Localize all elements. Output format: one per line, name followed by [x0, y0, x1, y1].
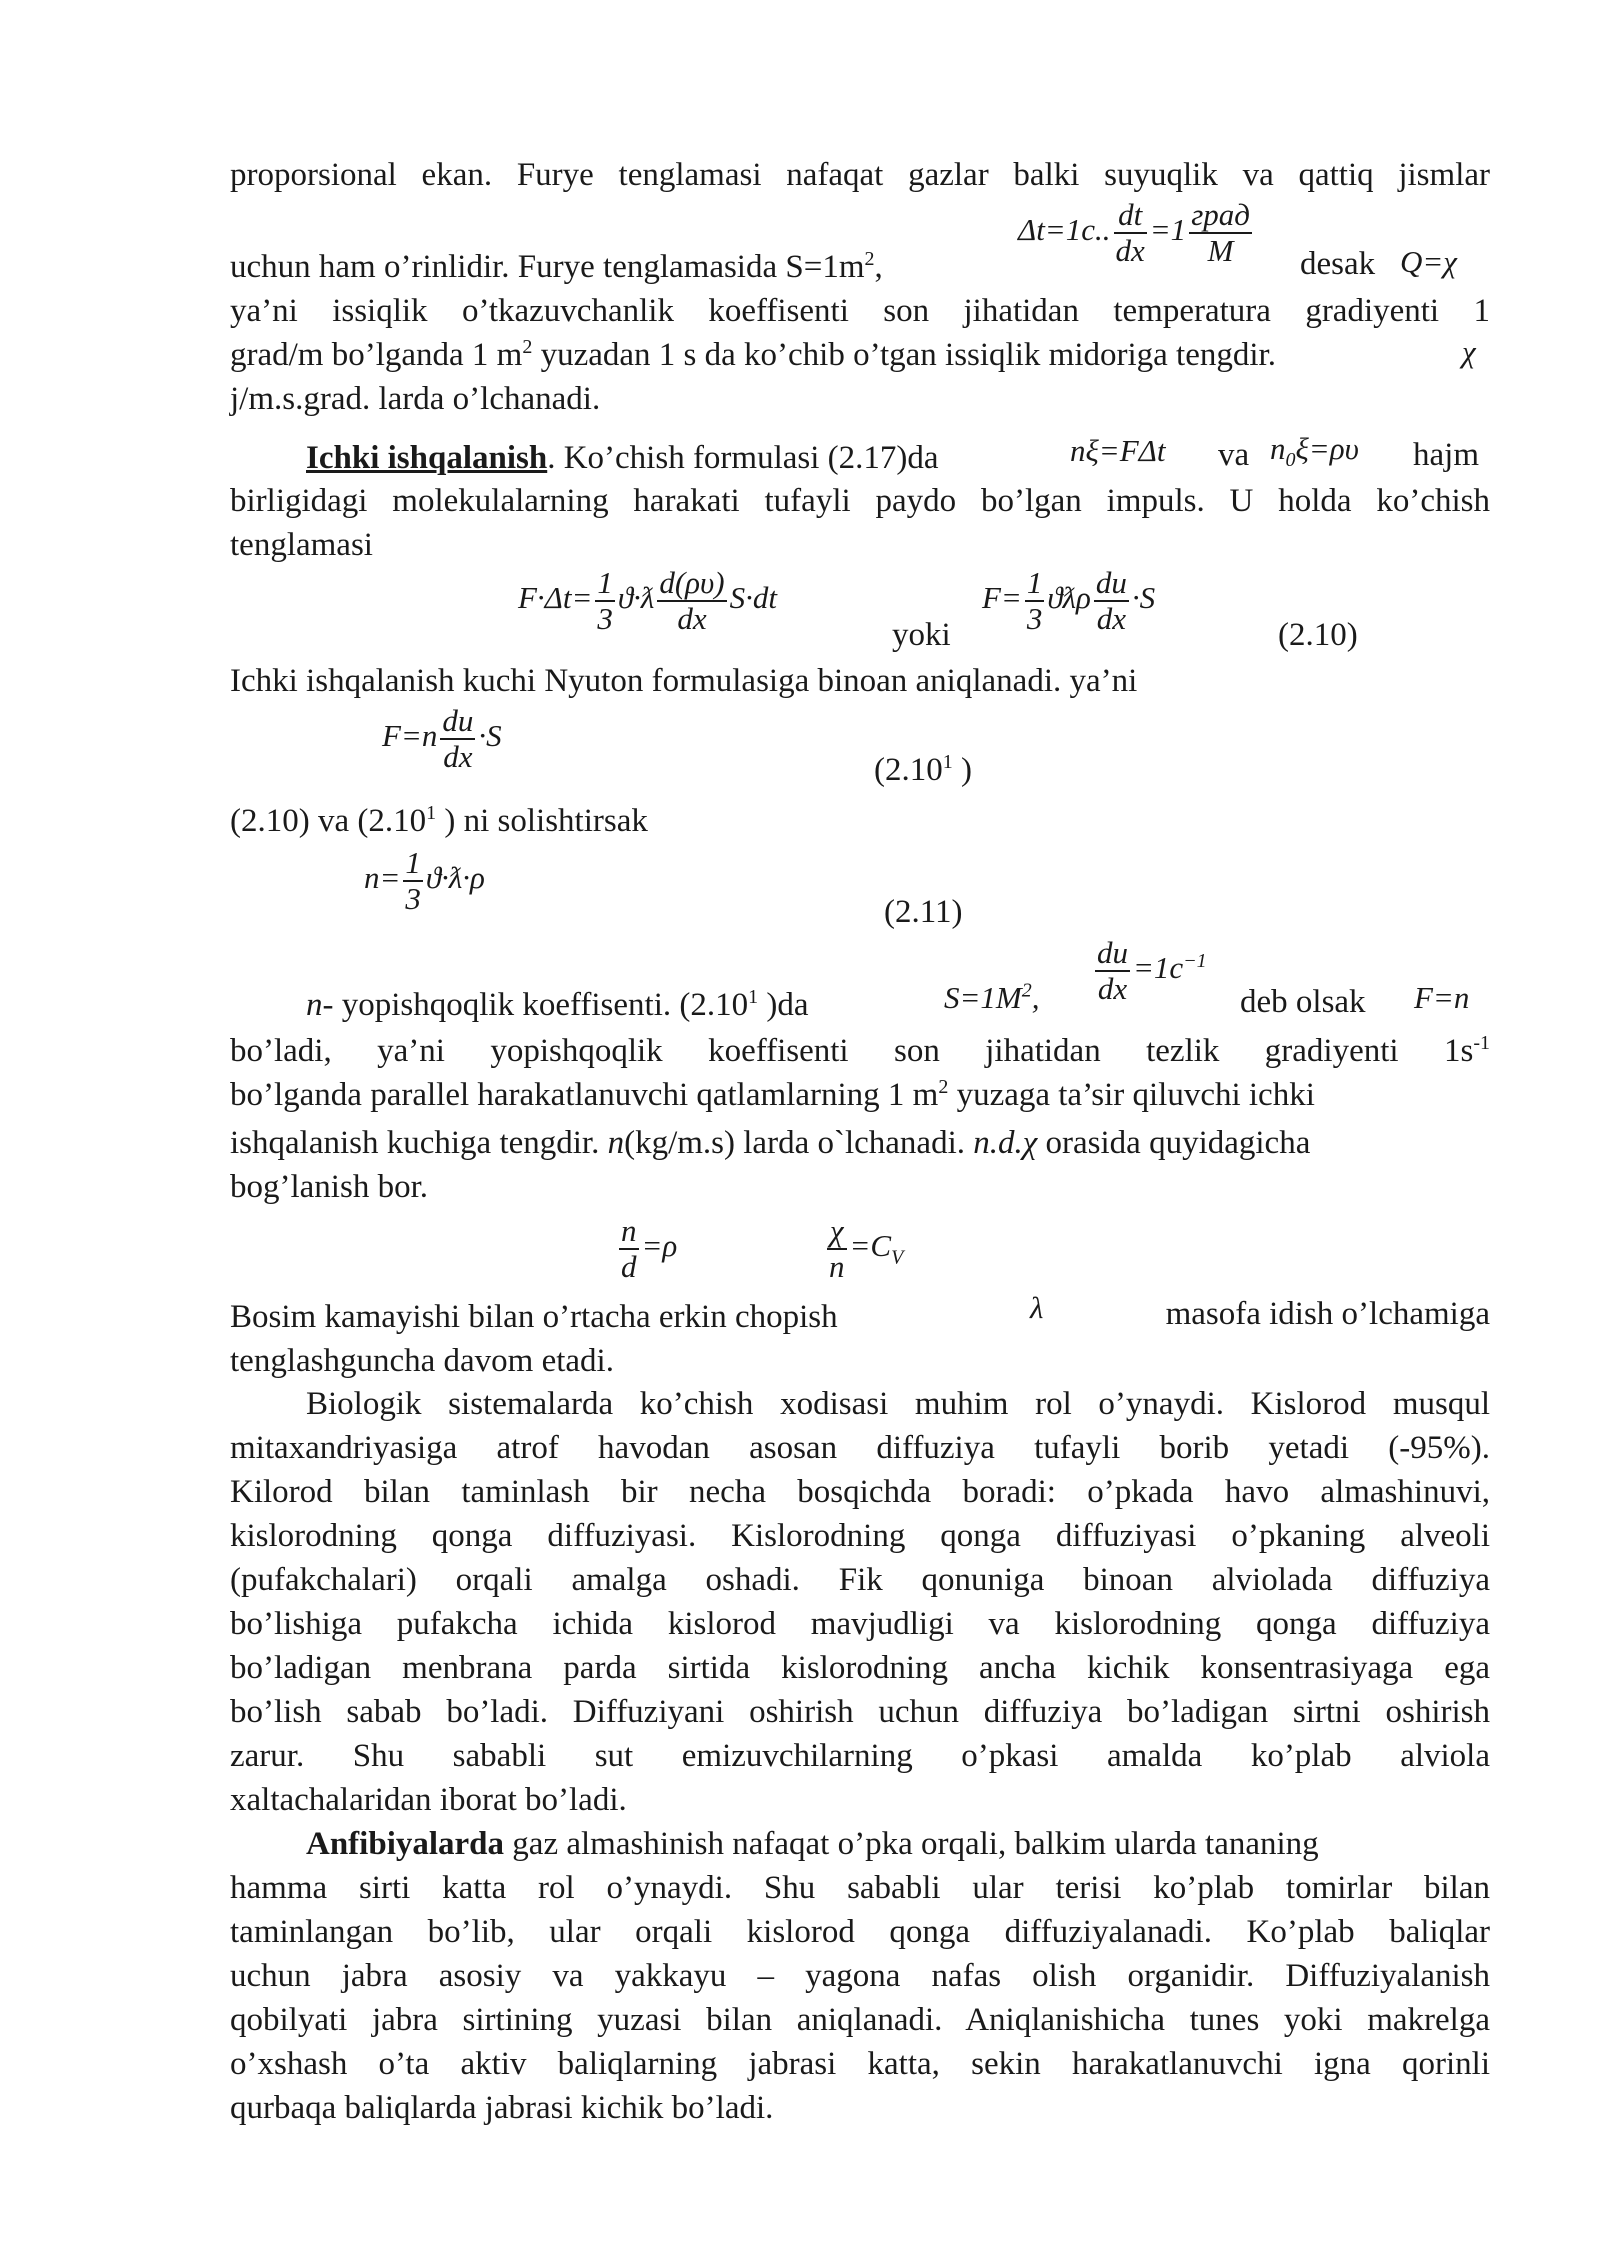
text-line: zarur. Shu sababli sut emizuvchilarning o’pkasi amalda ko’plab alviola	[230, 1738, 1490, 1774]
gradient-formula: Δt=1c.. $\frac{dt}{dx}$ =1 $\frac{\text{град}}{M}$	[1018, 197, 1250, 268]
text-line: bog’lanish bor.	[230, 1169, 428, 1205]
text-line: mitaxandriyasiga atrof havodan asosan diffuziya tufayli borib yetadi (-95%).	[230, 1430, 1490, 1466]
formula-du-dx: $\frac{du}{dx}$ $=1c^{-1}$	[1097, 935, 1207, 1006]
text-line: Bosim kamayishi bilan o’rtacha erkin chopish	[230, 1299, 838, 1335]
text-line: Kilorod bilan taminlash bir necha bosqichda boradi: o’pkada havo almashinuvi,	[230, 1474, 1490, 1510]
section-heading: Ichki ishqalanish	[306, 440, 548, 476]
equation-number: (2.10$^1$ )	[874, 751, 972, 788]
formula-chi-over-n: $\frac{\chi}{n}$ $=C_V$	[829, 1213, 904, 1284]
text-line: proporsional ekan. Furye tenglamasi nafaqat gazlar balki suyuqlik va qattiq jismlar	[230, 157, 1490, 193]
text-line: bo’ladi, ya’ni yopishqoqlik koeffisenti son jihatidan tezlik gradiyenti $1s^{-1}$	[230, 1032, 1490, 1069]
text-line: bo’lganda parallel harakatlanuvchi qatlamlarning 1 $m^2$ yuzaga ta’sir qiluvchi ichki	[230, 1076, 1315, 1113]
text-line: ya’ni issiqlik o’tkazuvchanlik koeffisenti son jihatidan temperatura gradiyenti 1	[230, 293, 1490, 329]
text-line: qurbaqa baliqlarda jabrasi kichik bo’ladi.	[230, 2090, 774, 2126]
text-line: hamma sirti katta rol o’ynaydi. Shu sababli ular terisi ko’plab tomirlar bilan	[230, 1870, 1490, 1906]
bold-term: Anfibiyalarda	[306, 1826, 505, 1862]
text-line: o’xshash o’ta aktiv baliqlarning jabrasi katta, sekin harakatlanuvchi igna qorinli	[230, 2046, 1490, 2082]
q-formula: Q=χ	[1400, 244, 1457, 279]
formula-n0: $n_0\xi=\rho\upsilon$	[1270, 431, 1359, 472]
text-line: kislorodning qonga diffuziyasi. Kislorodning qonga diffuziyasi o’pkaning alveoli	[230, 1518, 1490, 1554]
formula-n-over-d: $\frac{n}{d}$ =ρ	[621, 1213, 678, 1284]
text-line: tenglashguncha davom etadi.	[230, 1343, 614, 1379]
text-line: bo’ladigan menbrana parda sirtida kislorodning ancha kichik konsentrasiyaga ega	[230, 1650, 1490, 1686]
text-line: Biologik sistemalarda ko’chish xodisasi muhim rol o’ynaydi. Kislorod musqul	[306, 1386, 1490, 1422]
text-line: n- yopishqoqlik koeffisenti. (2.10$^1$ )da	[306, 986, 809, 1023]
text-fragment: deb olsak	[1240, 984, 1366, 1020]
text-fragment: masofa idish o’lchamiga	[1165, 1296, 1490, 1332]
equation-2-10-b: F= $\frac{1}{3}$ ϑƛρ $\frac{du}{dx}$ ·S	[982, 565, 1156, 636]
text-line: Ichki ishqalanish kuchi Nyuton formulasiga binoan aniqlanadi. ya’ni	[230, 663, 1138, 699]
text-line: bo’lishiga pufakcha ichida kislorod mavjudligi va kislorodning qonga diffuziya	[230, 1606, 1490, 1642]
text-line: qobilyati jabra sirtining yuzasi bilan aniqlanadi. Aniqlanishicha tunes yoki makrelga	[230, 2002, 1490, 2038]
formula-s: $S=1M^2$,	[944, 979, 1040, 1015]
text-line: birligidagi molekulalarning harakati tufayli paydo bo’lgan impuls. U holda ko’chish	[230, 483, 1490, 519]
text-line: uchun ham o’rinlidir. Furye tenglamasida $S=1m^2$,	[230, 248, 883, 285]
equation-number: (2.10)	[1278, 617, 1358, 653]
equation-2-11: n= $\frac{1}{3}$ ϑ·ƛ·ρ	[364, 845, 485, 916]
equation-2-10-1: F=n $\frac{du}{dx}$ ·S	[382, 703, 502, 774]
equation-number: (2.11)	[884, 894, 963, 930]
chi-symbol: χ	[1462, 334, 1476, 369]
text-line: Anfibiyalarda gaz almashinish nafaqat o’pka orqali, balkim ularda tananing	[306, 1826, 1319, 1862]
text-line: bo’lish sabab bo’ladi. Diffuziyani oshirish uchun diffuziya bo’ladigan sirtni oshirish	[230, 1694, 1490, 1730]
text-line: tenglamasi	[230, 527, 373, 563]
text-line: uchun jabra asosiy va yakkayu – yagona nafas olish organidir. Diffuziyalanish	[230, 1958, 1490, 1994]
text-line: ishqalanish kuchiga tengdir. n(kg/m.s) larda o`lchanadi. n.d.χ orasida quyidagicha	[230, 1125, 1311, 1161]
text-line: taminlangan bo’lib, ular orqali kislorod qonga diffuziyalanadi. Ko’plab baliqlar	[230, 1914, 1490, 1950]
lambda-symbol: λ	[1030, 1290, 1044, 1325]
text-line: xaltachalaridan iborat bo’ladi.	[230, 1782, 627, 1818]
text-line: j/m.s.grad. larda o’lchanadi.	[230, 381, 601, 417]
text-fragment: hajm	[1413, 437, 1479, 473]
text-fragment: va	[1218, 437, 1250, 473]
text-line: (pufakchalari) orqali amalga oshadi. Fik qonuniga binoan alviolada diffuziya	[230, 1562, 1490, 1598]
text-line: (2.10) va (2.10$^1$ ) ni solishtirsak	[230, 802, 648, 839]
text-line: Ichki ishqalanish. Ko’chish formulasi (2.17)da	[306, 440, 939, 476]
formula-nxi: nξ=FΔt	[1070, 433, 1166, 468]
text-line: grad/m bo’lganda 1 $m^2$ yuzadan 1 s da ko’chib o’tgan issiqlik midoriga tengdir.	[230, 336, 1276, 373]
formula-f-n: F=n	[1414, 980, 1470, 1015]
text-fragment: yoki	[892, 617, 951, 653]
equation-2-10-a: F·Δt= $\frac{1}{3}$ ϑ·ƛ $\frac{d(\rho\upsilon)}{dx}$ S·dt	[518, 565, 777, 636]
text-fragment: desak	[1300, 246, 1376, 282]
